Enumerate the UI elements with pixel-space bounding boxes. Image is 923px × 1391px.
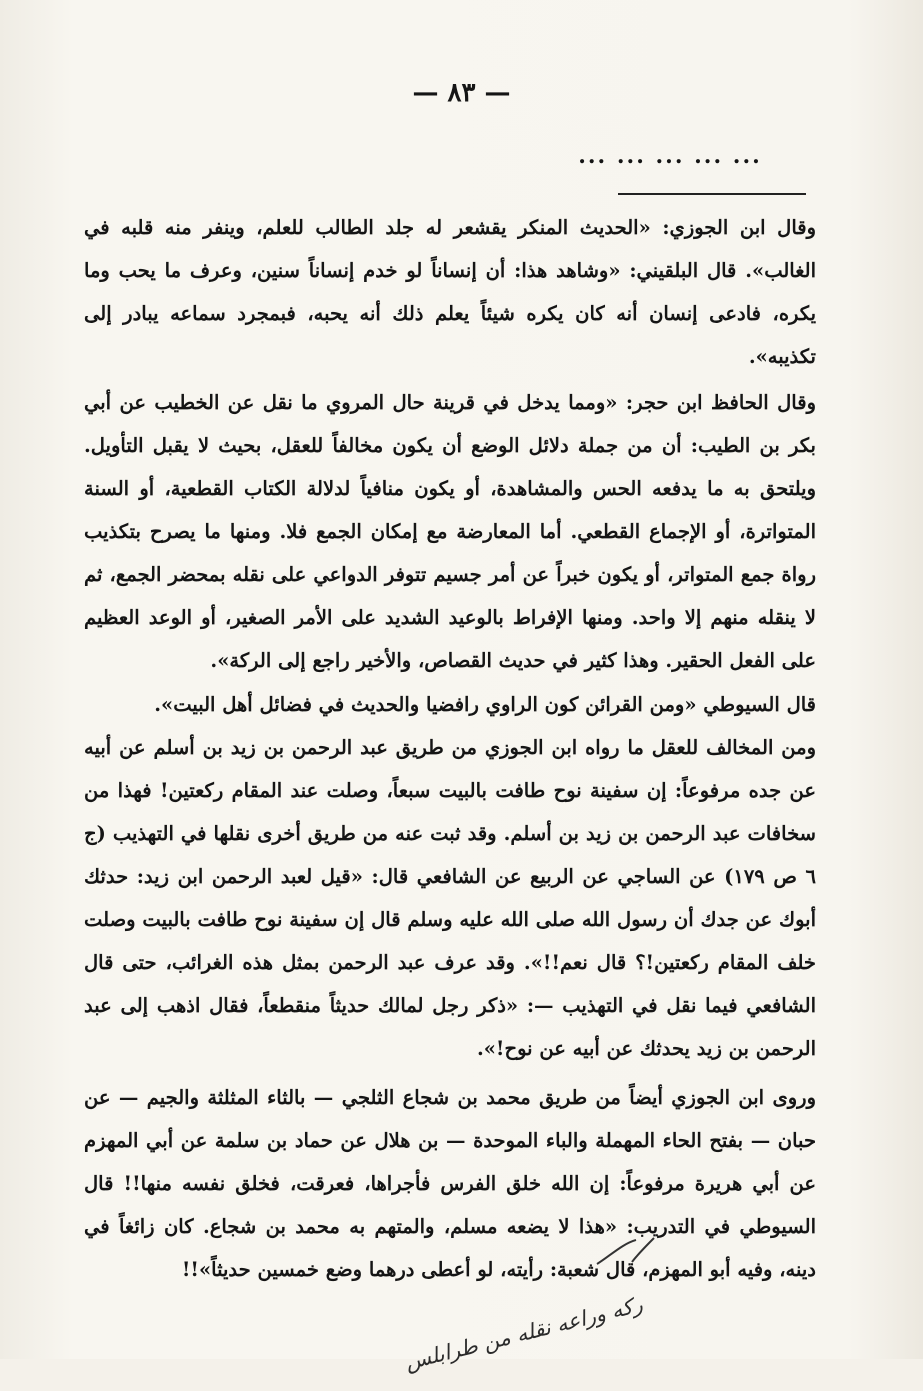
paragraph-suyuti-qarain: قال السيوطي «ومن القرائن كون الراوي رافضيا والحديث في فضائل أهل البيت».	[154, 693, 816, 716]
paragraph-horse-hadith-example: وروى ابن الجوزي أيضاً من طريق محمد بن شجاع الثلجي — بالثاء المثلثة والجيم — عن حبان — بفتح الحاء المهملة والباء الموحدة — بن هلال عن حماد بن سلمة عن أبي المهزم عن أبي هريرة مرفوعاً: إن الله خلق الفرس فأجراها، فعرقت، فخلق نفسه منها!! قال السيوطي في التدريب: «هذا لا يضعه مسلم، والمتهم به محمد بن شجاع. كان زائغاً في دينه، وفيه أبو المهزم، قال شعبة: رأيته، لو أعطى درهما وضع خمسين حديثاً»!!	[84, 1086, 816, 1281]
paragraph-noah-ark-example: ومن المخالف للعقل ما رواه ابن الجوزي من طريق عبد الرحمن بن زيد بن أسلم عن أبيه عن جده مرفوعاً: إن سفينة نوح طافت بالبيت سبعاً، وصلت عند المقام ركعتين! فهذا من سخافات عبد الرحمن بن زيد بن أسلم. وقد ثبت عنه من طريق أخرى نقلها في التهذيب (ج ٦ ص ١٧٩) عن الساجي عن الربيع عن الشافعي قال: «قيل لعبد الرحمن ابن زيد: حدثك أبوك عن جدك أن رسول الله صلى الله عليه وسلم قال إن سفينة نوح طافت بالبيت وصلت خلف المقام ركعتين!؟ قال نعم!!». وقد عرف عبد الرحمن بمثل هذه الغرائب، حتى قال الشافعي فيما نقل في التهذيب —: «ذكر رجل لمالك حديثاً منقطعاً، فقال اذهب إلى عبد الرحمن بن زيد يحدثك عن أبيه عن نوح!».	[84, 736, 816, 1060]
paragraph-ibn-al-jawzi: وقال ابن الجوزي: «الحديث المنكر يقشعر له جلد الطالب للعلم، وينفر منه قلبه في الغالب». قال البلقيني: «وشاهد هذا: أن إنساناً لو خدم إنساناً سنين، وعرف ما يحب وما يكره، فادعى إنسان أنه كان يكره شيئاً يعلم ذلك أنه يحبه، فبمجرد سماعه يبادر إلى تكذيبه».	[84, 216, 816, 368]
continuation-ellipsis: ... ... ... ... ...	[578, 143, 762, 169]
handwritten-annotation: رکه وراعه نقله من طرابلس	[402, 1292, 645, 1375]
paragraph-ibn-hajar: وقال الحافظ ابن حجر: «ومما يدخل في قرينة حال المروي ما نقل عن الخطيب عن أبي بكر بن الطيب: أن من جملة دلائل الوضع أن يكون مخالفاً للعقل، بحيث لا يقبل التأويل. ويلتحق به ما يدفعه الحس والمشاهدة، أو يكون منافياً لدلالة الكتاب القطعية، أو السنة المتواترة، أو الإجماع القطعي. أما المعارضة مع إمكان الجمع فلا. ومنها ما يصرح بتكذيب رواة جمع المتواتر، أو يكون خبراً عن أمر جسيم تتوفر الدواعي على نقله بمحضر الجمع، ثم لا ينقله منهم إلا واحد. ومنها الإفراط بالوعيد الشديد على الأمر الصغير، أو الوعد العظيم على الفعل الحقير. وهذا كثير في حديث القصاص، والأخير راجع إلى الركة».	[84, 391, 816, 672]
handwritten-mark-icon	[592, 1232, 662, 1272]
page-number: — ٨٣ —	[412, 78, 511, 108]
footnote-rule	[618, 193, 806, 195]
